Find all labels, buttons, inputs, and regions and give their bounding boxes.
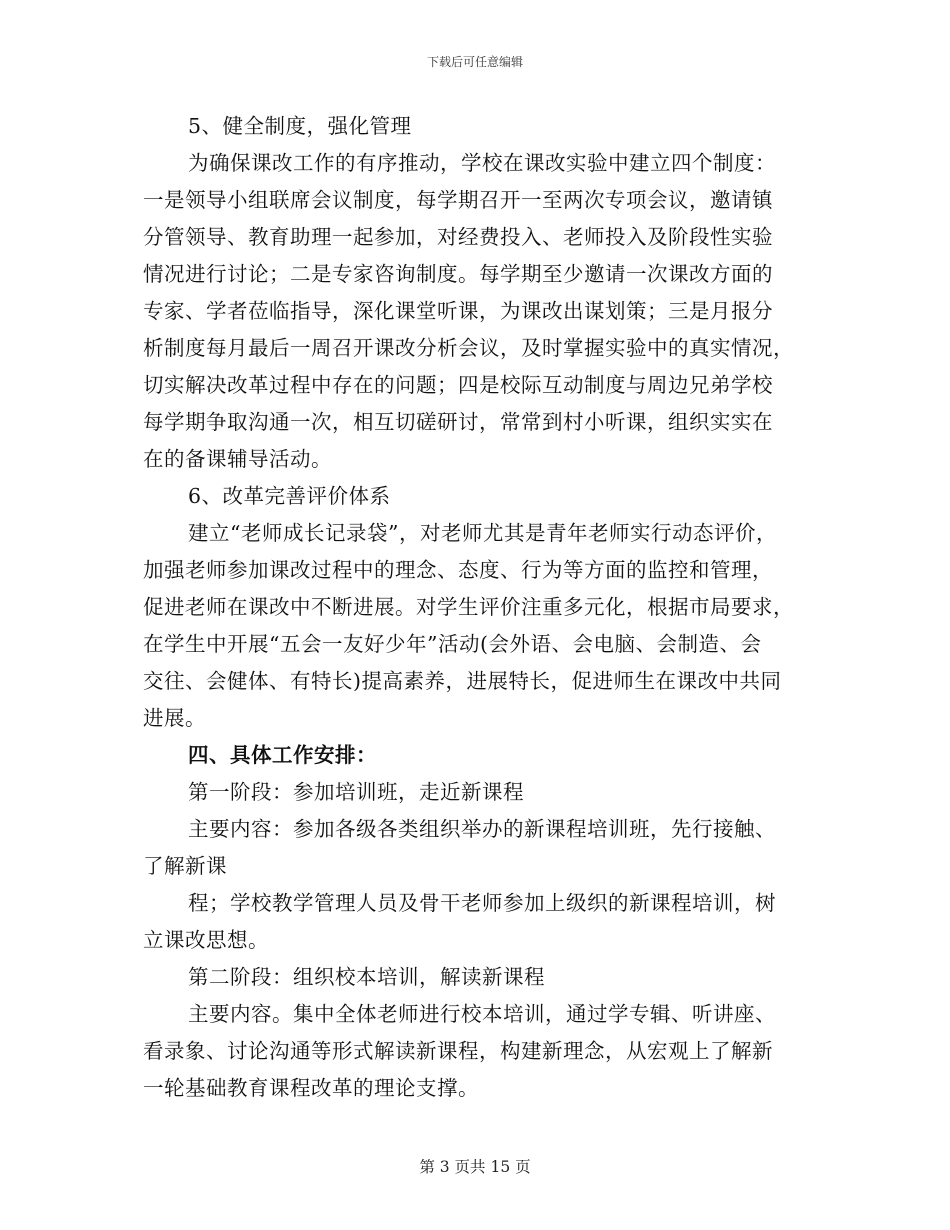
paragraph-line: 程；学校教学管理人员及骨干老师参加上级织的新课程培训，树	[188, 891, 776, 915]
paragraph-line: 立课改思想。	[143, 928, 269, 952]
paragraph-line: 5、健全制度，强化管理	[188, 114, 412, 138]
paragraph-line: 6、改革完善评价体系	[188, 484, 391, 508]
paragraph-line: 分管领导、教育助理一起参加，对经费投入、老师投入及阶段性实验	[143, 225, 773, 249]
paragraph-line: 情况进行讨论；二是专家咨询制度。每学期至少邀请一次课改方面的	[143, 262, 773, 286]
paragraph-line: 在的备课辅导活动。	[143, 447, 332, 471]
paragraph-line: 专家、学者莅临指导，深化课堂听课，为课改出谋划策；三是月报分	[143, 299, 773, 323]
paragraph-line: 切实解决改革过程中存在的问题；四是校际互动制度与周边兄弟学校	[143, 373, 773, 397]
page-header-note: 下载后可任意编辑	[426, 55, 523, 69]
paragraph-line: 第二阶段：组织校本培训，解读新课程	[188, 965, 545, 989]
paragraph-line: 一轮基础教育课程改革的理论支撑。	[143, 1076, 479, 1100]
paragraph-line: 促进老师在课改中不断进展。对学生评价注重多元化，根据市局要求，	[143, 595, 794, 619]
paragraph-line: 交往、会健体、有特长)提高素养，进展特长，促进师生在课改中共同	[143, 669, 782, 693]
paragraph-line: 为确保课改工作的有序推动，学校在课改实验中建立四个制度：	[188, 151, 776, 175]
document-body	[143, 108, 808, 1107]
paragraph-line: 了解新课	[143, 854, 227, 878]
page-footer-number: 第 3 页共 15 页	[419, 1158, 531, 1176]
paragraph-line: 主要内容。集中全体老师进行校本培训，通过学专辑、听讲座、	[188, 1002, 776, 1026]
section-heading: 四、具体工作安排：	[188, 743, 377, 767]
paragraph-line: 第一阶段：参加培训班，走近新课程	[188, 780, 524, 804]
paragraph-line: 主要内容：参加各级各类组织举办的新课程培训班，先行接触、	[188, 817, 776, 841]
paragraph-line: 看录象、讨论沟通等形式解读新课程，构建新理念，从宏观上了解新	[143, 1039, 773, 1063]
paragraph-line: 在学生中开展“五会一友好少年”活动(会外语、会电脑、会制造、会	[143, 632, 762, 656]
paragraph-line: 建立“老师成长记录袋”，对老师尤其是青年老师实行动态评价，	[188, 521, 777, 545]
paragraph-line: 一是领导小组联席会议制度，每学期召开一至两次专项会议，邀请镇	[143, 188, 773, 212]
paragraph-line: 进展。	[143, 706, 206, 730]
paragraph-line: 加强老师参加课改过程中的理念、态度、行为等方面的监控和管理，	[143, 558, 773, 582]
paragraph-line: 每学期争取沟通一次，相互切磋研讨，常常到村小听课，组织实实在	[143, 410, 773, 434]
paragraph-line: 析制度每月最后一周召开课改分析会议，及时掌握实验中的真实情况，	[143, 336, 794, 360]
